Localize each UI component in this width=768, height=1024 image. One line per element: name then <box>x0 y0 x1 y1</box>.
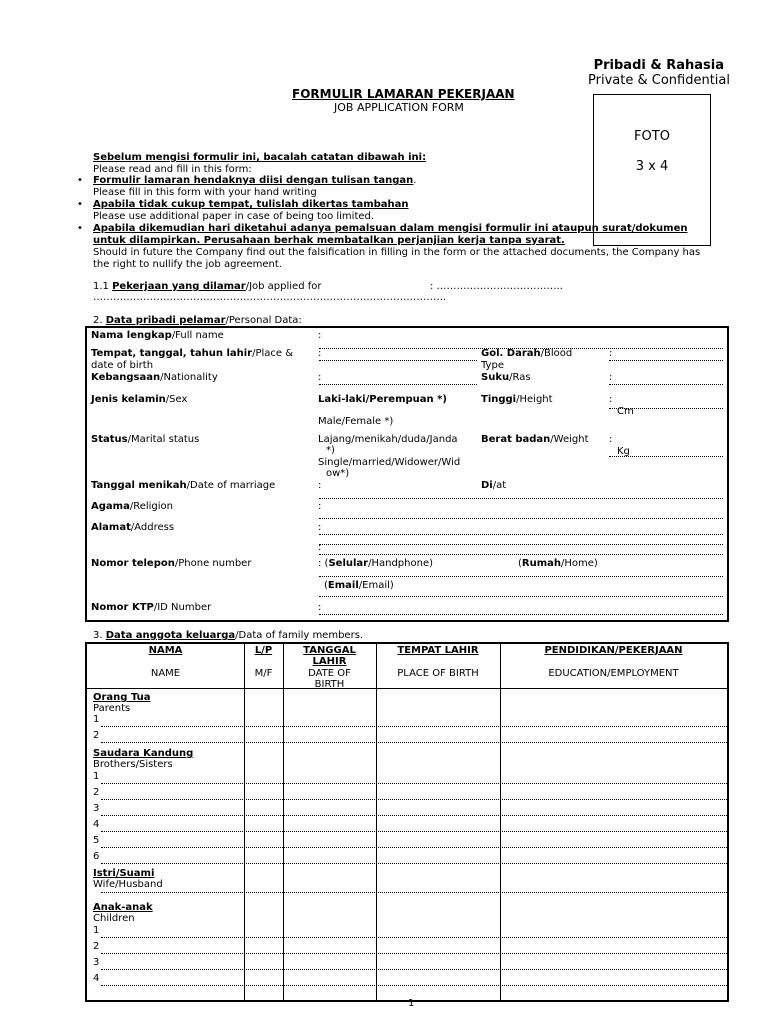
marriage-field[interactable] <box>319 498 723 499</box>
col-header-dob: TANGGAL <box>303 645 356 656</box>
colon: : <box>318 602 322 613</box>
colon: : <box>609 372 613 383</box>
status-options-en[interactable]: Single/married/Widower/Wid <box>318 457 461 468</box>
col-header-pob-en: PLACE OF BIRTH <box>397 668 479 679</box>
table-row[interactable] <box>101 892 727 893</box>
bullet-3: • <box>77 223 83 234</box>
instruction-3-id-cont: untuk dilampirkan. Perusahaan berhak membatalkan perjanjian kerja tanpa syarat. <box>93 235 565 246</box>
instruction-3-en: Should in future the Company find out the falsification in filling in the form or the attached documents, the Company has <box>93 247 701 258</box>
marriage-date-label: Tanggal menikah/Date of marriage <box>91 480 276 491</box>
col-header-dob-en: DATE OF <box>308 668 351 679</box>
religion-label: Agama/Religion <box>91 501 173 512</box>
colon: : <box>318 522 322 533</box>
group-children-en: Children <box>93 913 135 924</box>
group-spouse-en: Wife/Husband <box>93 879 163 890</box>
row-number: 6 <box>93 851 100 862</box>
colon: : <box>609 434 613 445</box>
row-number: 2 <box>93 941 100 952</box>
colon: : <box>609 394 613 405</box>
table-row[interactable] <box>101 953 727 954</box>
job-applied-field[interactable]: : ……………………………….. <box>430 281 563 292</box>
instruction-2-en: Please use additional paper in case of being too limited. <box>93 211 375 222</box>
col-header-dob-2: LAHIR <box>312 656 347 667</box>
status-options-id[interactable]: Lajang/menikah/duda/Janda <box>318 434 458 445</box>
table-row[interactable] <box>101 815 727 816</box>
birth-label: Tempat, tanggal, tahun lahir/Place & <box>91 348 294 359</box>
email-label: (Email/Email) <box>324 580 394 591</box>
weight-label: Berat badan/Weight <box>481 434 589 445</box>
blood-field[interactable] <box>609 360 723 361</box>
home-label: (Rumah/Home) <box>518 558 598 569</box>
phone-label: Nomor telepon/Phone number <box>91 558 252 569</box>
religion-field[interactable] <box>319 518 723 519</box>
row-number: 2 <box>93 730 100 741</box>
bullet-1: • <box>77 175 83 186</box>
group-siblings: Saudara Kandung <box>93 748 194 759</box>
page-number: 1 <box>408 998 415 1009</box>
table-row[interactable] <box>101 783 727 784</box>
col-header-sex-en: M/F <box>254 668 273 679</box>
colon: : <box>318 501 322 512</box>
race-field[interactable] <box>609 384 723 385</box>
confidential-label-id: Pribadi & Rahasia <box>593 58 724 73</box>
instruction-1-id: Formulir lamaran hendaknya diisi dengan tulisan tangan. <box>93 175 417 186</box>
table-row[interactable] <box>101 969 727 970</box>
row-number: 1 <box>93 925 100 936</box>
photo-label: FOTO <box>634 129 670 144</box>
job-applied-label: 1.1 Pekerjaan yang dilamar/Job applied for <box>93 281 322 292</box>
instructions-intro-en: Please read and fill in this form: <box>93 164 252 175</box>
blood-label: Gol. Darah/Blood <box>481 348 573 359</box>
mobile-label: : (Selular/Handphone) <box>318 558 433 569</box>
row-number: 4 <box>93 819 100 830</box>
col-header-education: PENDIDIKAN/PEKERJAAN <box>544 645 683 656</box>
instruction-1-en: Please fill in this form with your hand writing <box>93 187 317 198</box>
group-parents: Orang Tua <box>93 692 151 703</box>
nationality-label: Kebangsaan/Nationality <box>91 372 218 383</box>
group-spouse: Istri/Suami <box>93 868 155 879</box>
status-options-id-2: *) <box>326 445 335 456</box>
group-parents-en: Parents <box>93 703 131 714</box>
marriage-place-label: Di/at <box>481 480 507 491</box>
table-row[interactable] <box>101 726 727 727</box>
row-number: 3 <box>93 957 100 968</box>
colon: : <box>318 542 322 553</box>
personal-section-title: 2. Data pribadi pelamar/Personal Data: <box>93 315 302 326</box>
marital-status-label: Status/Marital status <box>91 434 200 445</box>
row-number: 1 <box>93 714 100 725</box>
colon: : <box>318 348 322 359</box>
row-number: 1 <box>93 771 100 782</box>
email-field[interactable] <box>319 596 723 597</box>
row-number: 4 <box>93 973 100 984</box>
colon: : <box>318 480 322 491</box>
col-header-pob: TEMPAT LAHIR <box>397 645 479 656</box>
instruction-2-id: Apabila tidak cukup tempat, tulislah dikertas tambahan <box>93 199 409 210</box>
race-label: Suku/Ras <box>481 372 531 383</box>
row-number: 2 <box>93 787 100 798</box>
job-applied-field-2[interactable]: ……………………………………………………………………………………………. <box>93 292 447 303</box>
table-row[interactable] <box>101 831 727 832</box>
address-field-2[interactable] <box>319 544 723 545</box>
instruction-3-id: Apabila dikemudian hari diketahui adanya pemalsuan dalam mengisi formulir ini ataupun surat/dokumen <box>93 223 688 234</box>
table-row[interactable] <box>101 863 727 864</box>
blood-label-2: Type <box>481 360 504 371</box>
weight-unit: Kg <box>617 446 630 457</box>
full-name-label: Nama lengkap/Full name <box>91 330 224 341</box>
form-title-id: FORMULIR LAMARAN PEKERJAAN <box>292 87 515 101</box>
address-field-3[interactable] <box>319 554 723 555</box>
table-row[interactable] <box>101 847 727 848</box>
group-siblings-en: Brothers/Sisters <box>93 759 173 770</box>
personal-data-table <box>85 326 729 622</box>
sex-label: Jenis kelamin/Sex <box>91 394 188 405</box>
row-number: 5 <box>93 835 100 846</box>
birth-label-2: date of birth <box>91 360 154 371</box>
row-number: 3 <box>93 803 100 814</box>
table-row[interactable] <box>101 985 727 986</box>
phone-field[interactable] <box>319 576 723 577</box>
confidential-label-en: Private & Confidential <box>588 73 730 88</box>
family-section-title: 3. Data anggota keluarga/Data of family members. <box>93 630 364 641</box>
col-header-name: NAMA <box>148 645 183 656</box>
form-title-en: JOB APPLICATION FORM <box>334 101 464 114</box>
group-children: Anak-anak <box>93 902 153 913</box>
table-row[interactable] <box>101 937 727 938</box>
col-header-dob-en-2: BIRTH <box>314 679 345 690</box>
sex-options-id[interactable]: Laki-laki/Perempuan *) <box>318 394 447 405</box>
height-unit: Cm <box>617 406 634 417</box>
col-header-name-en: NAME <box>150 668 181 679</box>
nationality-field[interactable] <box>319 384 477 385</box>
family-table <box>85 642 729 1002</box>
colon: : <box>318 372 322 383</box>
instructions-intro-id: Sebelum mengisi formulir ini, bacalah catatan dibawah ini: <box>93 152 427 163</box>
status-options-en-2: ow*) <box>326 468 350 479</box>
id-number-field[interactable] <box>319 614 723 615</box>
photo-size: 3 x 4 <box>635 159 669 174</box>
instruction-3-en-cont: the right to nullify the job agreement. <box>93 259 282 270</box>
colon: : <box>318 330 322 341</box>
col-header-education-en: EDUCATION/EMPLOYMENT <box>548 668 679 679</box>
id-number-label: Nomor KTP/ID Number <box>91 602 212 613</box>
address-label: Alamat/Address <box>91 522 175 533</box>
address-field-1[interactable] <box>319 534 723 535</box>
height-label: Tinggi/Height <box>481 394 553 405</box>
sex-options-en[interactable]: Male/Female *) <box>318 416 394 427</box>
col-header-sex: L/P <box>254 645 273 656</box>
table-row[interactable] <box>101 799 727 800</box>
colon: : <box>609 348 613 359</box>
birth-field[interactable] <box>319 360 477 361</box>
table-row[interactable] <box>101 742 727 743</box>
bullet-2: • <box>77 199 83 210</box>
